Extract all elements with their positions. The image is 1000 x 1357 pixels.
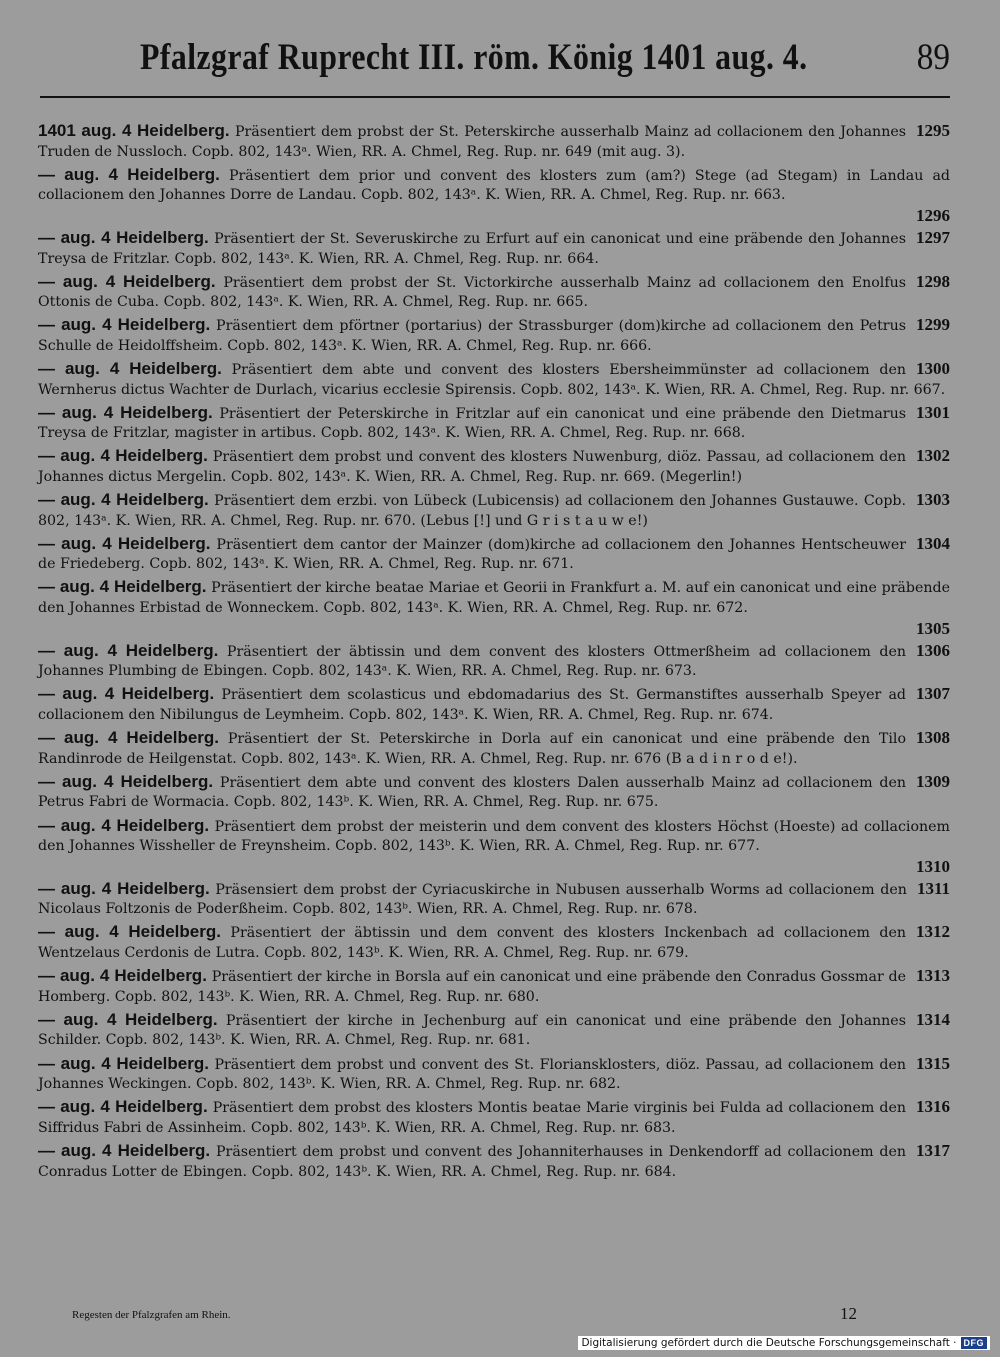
regest-entry xyxy=(38,1010,950,1051)
entry-text: Präsentiert der St. Severuskirche zu Erfurt auf ein canonicat und eine präbende den Johannes Treysa de Fritzlar. Copb. 802, 143ᵃ. K. Wien, RR. A. Chmel, Reg. Rup. nr. 664. xyxy=(38,230,906,267)
entry-text: Präsentiert dem probst der St. Victorkirche ausserhalb Mainz ad collacionem den Enolfus Ottonis de Cuba. Copb. 802, 143ᵃ. K. Wien, RR. A. Chmel, Reg. Rup. nr. 665. xyxy=(38,274,907,311)
entry-number: 1303 xyxy=(916,490,950,510)
header-rule xyxy=(40,96,950,98)
entry-number: 1295 xyxy=(916,121,950,140)
entry-number: 1304 xyxy=(916,533,950,553)
entry-text: Präsentiert der kirche in Borsla auf ein canonicat und eine präbende den Conradus Gossmar de Homberg. Copb. 802, 143ᵇ. K. Wien, RR. A. Chmel, Reg. Rup. nr. 680. xyxy=(38,969,906,1005)
entry-text: Präsensiert dem probst der Cyriacuskirche in Nubusen ausserhalb Worms ad collacionem den Nicolaus Foltzonis de Poderßheim. Copb. 802, 143ᵇ. Wien, RR. A. Chmel, Reg. Rup. nr. 678. xyxy=(38,881,907,918)
entry-number: 1301 xyxy=(916,402,950,422)
entry-date-place: — aug. 4 Heidelberg. xyxy=(38,533,211,553)
running-title: Pfalzgraf Ruprecht III. röm. König 1401 aug. 4. xyxy=(140,37,808,78)
regest-entry xyxy=(38,403,950,444)
entry-number: 1307 xyxy=(916,684,950,704)
entry-text: Präsentiert dem cantor der Mainzer (dom)kirche ad collacionem den Johannes Hentscheuwer de Friedeberg. Copb. 802, 143ᵃ. K. Wien, RR. A. Chmel, Reg. Rup. nr. 671. xyxy=(38,536,906,573)
regest-entry xyxy=(38,577,950,638)
regest-entry xyxy=(38,1141,950,1182)
regest-entry xyxy=(38,1054,950,1095)
footer-series-title: Regesten der Pfalzgrafen am Rhein. xyxy=(72,1309,231,1321)
regest-entry xyxy=(38,121,950,162)
entry-date-place: — aug. 4 Heidelberg. xyxy=(38,359,222,379)
entry-number: 1310 xyxy=(916,856,950,876)
regest-entry xyxy=(38,315,950,356)
page-header xyxy=(0,36,1000,96)
entry-number: 1300 xyxy=(916,359,950,379)
entry-number: 1315 xyxy=(916,1053,950,1073)
entry-text: Präsentiert dem abte und convent des klosters Ebersheimmünster ad collacionem den Wernherus dictus Wachter de Durlach, vicarius ecclesie Spirensis. Copb. 802, 143ᵃ. K. Wien, RR. A. Chmel, Reg. Rup. nr. 667. xyxy=(38,362,946,398)
entry-date-place: — aug. 4 Heidelberg. xyxy=(38,446,208,466)
entry-date-place: — aug. 4 Heidelberg. xyxy=(38,878,210,898)
entry-number: 1313 xyxy=(916,966,950,986)
regest-entry xyxy=(38,816,950,877)
entry-number: 1297 xyxy=(916,227,950,247)
regest-entry xyxy=(38,772,950,813)
regest-entry xyxy=(38,728,950,769)
entry-date-place: — aug. 4 Heidelberg. xyxy=(38,1097,208,1117)
entry-number: 1298 xyxy=(916,271,950,291)
entry-number: 1311 xyxy=(916,878,950,898)
entry-text: Präsentiert der Peterskirche in Fritzlar auf ein canonicat und eine präbende den Dietmarus Treysa de Fritzlar, magister in artibus. Copb. 802, 143ᵃ. K. Wien, RR. A. Chmel, Reg. Rup. nr. 668. xyxy=(38,405,906,442)
regest-entry xyxy=(38,641,950,682)
footer-sheet-number: 12 xyxy=(840,1304,857,1323)
page-number: 89 xyxy=(916,37,950,78)
entry-date-place: — aug. 4 Heidelberg. xyxy=(38,728,220,748)
entry-date-place: — aug. 4 Heidelberg. xyxy=(38,402,213,422)
entry-date-place: — aug. 4 Heidelberg. xyxy=(38,1140,211,1160)
entry-number: 1296 xyxy=(916,205,950,225)
entry-text: Präsentiert dem erzbi. von Lübeck (Lubicensis) ad collacionem den Johannes Gustauwe. Copb. 802, 143ᵃ. K. Wien, RR. A. Chmel, Reg. Rup. nr. 670. (Lebus [!] und G r i s t a u w e!) xyxy=(38,493,906,529)
entry-date-place: — aug. 4 Heidelberg. xyxy=(38,966,207,986)
entry-text: Präsentiert der St. Peterskirche in Dorla auf ein canonicat und eine präbende den Tilo Randinrode de Heilgenstat. Copb. 802, 143ᵃ. K. Wien, RR. A. Chmel, Reg. Rup. nr. 676 (B a d i n r o d e!). xyxy=(38,731,906,767)
entry-text: Präsentiert der kirche beatae Mariae et Georii in Frankfurt a. M. auf ein canonicat und eine präbende den Johannes Erbistad de Wonneckem. Copb. 802, 143ᵃ. K. Wien, RR. A. Chmel, Reg. Rup. nr. 672. xyxy=(38,580,950,617)
entry-date-place: — aug. 4 Heidelberg. xyxy=(38,640,219,660)
regest-entry xyxy=(38,684,950,725)
regest-entry xyxy=(38,272,950,313)
entry-date-place: — aug. 4 Heidelberg. xyxy=(38,271,216,291)
entry-text: Präsentiert der äbtissin und dem convent des klosters Ottmerßheim ad collacionem den Johannes Plumbing de Ebingen. Copb. 802, 143ᵃ. K. Wien, RR. A. Chmel, Reg. Rup. nr. 673. xyxy=(38,643,907,680)
regest-entry xyxy=(38,446,950,487)
entry-text: Präsentiert dem probst der meisterin und dem convent des klosters Höchst (Hoeste) ad collacionem den Johannes Wissheller de Freynsheim. Copb. 802, 143ᵇ. K. Wien, RR. A. Chmel, Reg. Rup. nr. 677. xyxy=(38,818,950,855)
entry-date-place: — aug. 4 Heidelberg. xyxy=(38,922,221,942)
entry-date-place: — aug. 4 Heidelberg. xyxy=(38,490,209,510)
entry-date-place: — aug. 4 Heidelberg. xyxy=(38,771,214,791)
regest-entry xyxy=(38,490,950,531)
entry-text: Präsentiert der kirche in Jechenburg auf ein canonicat und eine präbende den Johannes Schilder. Copb. 802, 143ᵇ. K. Wien, RR. A. Chmel, Reg. Rup. nr. 681. xyxy=(38,1012,906,1049)
regest-entry xyxy=(38,879,950,920)
entry-text: Präsentiert dem probst der St. Peterskirche ausserhalb Mainz ad collacionem den Johannes Truden de Nussloch. Copb. 802, 143ᵃ. Wien, RR. A. Chmel, Reg. Rup. nr. 649 (mit aug. 3). xyxy=(38,124,907,160)
entry-number: 1305 xyxy=(916,618,950,638)
entry-text: Präsentiert der äbtissin und dem convent des klosters Inckenbach ad collacionem den Wentzelaus Cerdonis de Lutra. Copb. 802, 143ᵇ. K. Wien, RR. A. Chmel, Reg. Rup. nr. 679. xyxy=(38,925,906,962)
entry-number: 1317 xyxy=(916,1140,950,1160)
entry-date-place: — aug. 4 Heidelberg. xyxy=(38,577,207,597)
entry-date-place: — aug. 4 Heidelberg. xyxy=(38,1009,218,1029)
entry-number: 1302 xyxy=(916,446,950,466)
entry-number: 1314 xyxy=(916,1009,950,1029)
entry-number: 1306 xyxy=(916,640,950,660)
dfg-logo: DFG xyxy=(961,1337,988,1349)
entry-text: Präsentiert dem probst und convent des Johanniterhauses in Denkendorff ad collacionem den Conradus Lotter de Ebingen. Copb. 802, 143ᵇ. K. Wien, RR. A. Chmel, Reg. Rup. nr. 684. xyxy=(38,1143,907,1180)
entry-text: Präsentiert dem probst des klosters Montis beatae Marie virginis bei Fulda ad collacionem den Siffridus Fabri de Assinheim. Copb. 802, 143ᵇ. K. Wien, RR. A. Chmel, Reg. Rup. nr. 683. xyxy=(38,1100,907,1136)
regesta-list xyxy=(38,121,950,1185)
entry-number: 1308 xyxy=(916,728,950,748)
regest-entry xyxy=(38,1097,950,1138)
entry-date-place: — aug. 4 Heidelberg. xyxy=(38,815,210,835)
entry-date-place: 1401 aug. 4 Heidelberg. xyxy=(38,121,230,140)
regest-entry xyxy=(38,165,950,226)
entry-text: Präsentiert dem probst und convent des klosters Nuwenburg, diöz. Passau, ad collacionem den Johannes dictus Mergelin. Copb. 802, 143ᵃ. K. Wien, RR. A. Chmel, Reg. Rup. nr. 669. (Megerlin!) xyxy=(38,449,906,485)
regest-entry xyxy=(38,534,950,575)
entry-date-place: — aug. 4 Heidelberg. xyxy=(38,227,209,247)
digitization-credit xyxy=(578,1336,990,1350)
entry-date-place: — aug. 4 Heidelberg. xyxy=(38,315,211,335)
entry-date-place: — aug. 4 Heidelberg. xyxy=(38,684,215,704)
entry-text: Präsentiert dem abte und convent des klosters Dalen ausserhalb Mainz ad collacionem den Petrus Fabri de Wormacia. Copb. 802, 143ᵇ. K. Wien, RR. A. Chmel, Reg. Rup. nr. 675. xyxy=(38,774,906,811)
regest-entry xyxy=(38,922,950,963)
entry-date-place: — aug. 4 Heidelberg. xyxy=(38,1053,209,1073)
entry-text: Präsentiert dem pförtner (portarius) der Strassburger (dom)kirche ad collacionem den Petrus Schulle de Heidolffsheim. Copb. 802, 143ᵃ. K. Wien, RR. A. Chmel, Reg. Rup. nr. 666. xyxy=(38,318,906,354)
credit-text: Digitalisierung gefördert durch die Deutsche Forschungsgemeinschaft · xyxy=(581,1337,957,1349)
entry-date-place: — aug. 4 Heidelberg. xyxy=(38,164,220,184)
entry-number: 1309 xyxy=(916,771,950,791)
entry-text: Präsentiert dem prior und convent des klosters zum (am?) Stege (ad Stegam) in Landau ad collacionem den Johannes Dorre de Landau. Copb. 802, 143ᵃ. K. Wien, RR. A. Chmel, Reg. Rup. nr. 663. xyxy=(38,167,950,204)
regest-entry xyxy=(38,966,950,1007)
regest-entry xyxy=(38,228,950,269)
entry-number: 1299 xyxy=(916,315,950,335)
entry-number: 1316 xyxy=(916,1097,950,1117)
entry-number: 1312 xyxy=(916,922,950,942)
entry-text: Präsentiert dem scolasticus und ebdomadarius des St. Germanstiftes ausserhalb Speyer ad collacionem den Nibilungus de Leymheim. Copb. 802, 143ᵃ. K. Wien, RR. A. Chmel, Reg. Rup. nr. 674. xyxy=(38,687,906,724)
entry-text: Präsentiert dem probst und convent des St. Floriansklosters, diöz. Passau, ad collacionem den Johannes Weckingen. Copb. 802, 143ᵇ. K. Wien, RR. A. Chmel, Reg. Rup. nr. 682. xyxy=(38,1056,906,1093)
regest-entry xyxy=(38,359,950,400)
